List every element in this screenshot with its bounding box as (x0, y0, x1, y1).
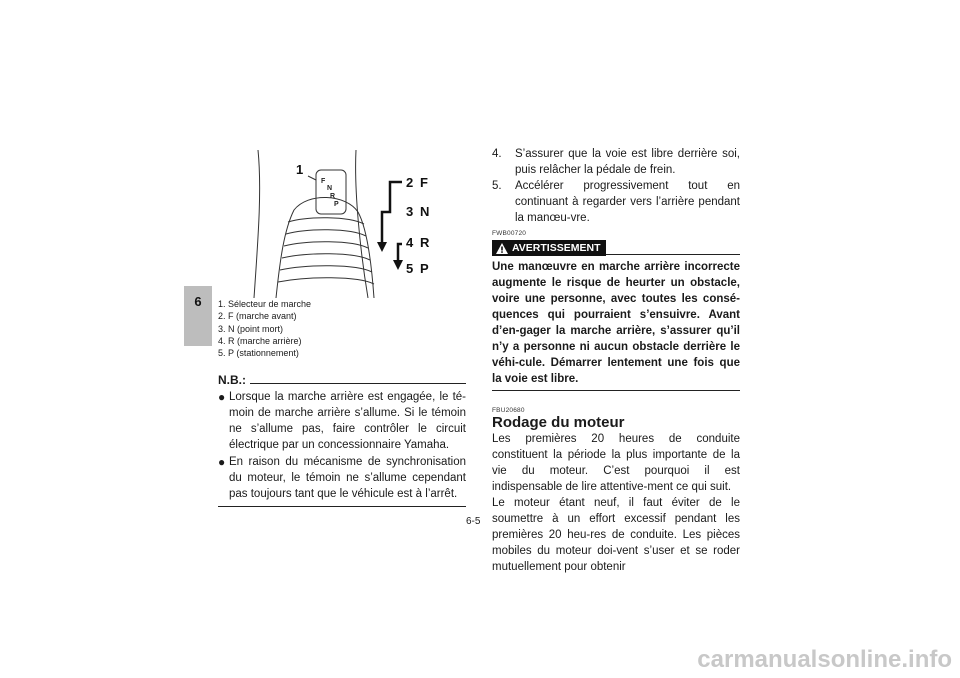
page-number: 6-5 (466, 516, 481, 527)
caption-item: 2. F (marche avant) (218, 311, 297, 322)
shift-lever-figure (218, 150, 464, 298)
callout-5: 5 (406, 261, 414, 276)
boot-fold-2 (286, 230, 366, 236)
note-rule (250, 383, 466, 384)
step-text: Accélérer progressivement tout en continuant à regarder vers l’arrière pendant la manœu-vre. (515, 180, 740, 224)
console-edge-right (356, 150, 368, 298)
warning-rule (606, 254, 740, 255)
note-item-text: Lorsque la marche arrière est engagée, le té-moin de marche arrière s’allume. Si le témoin ne s’allume pas, faire contrôler le circuit électrique par un concessionnaire Yamaha. (229, 391, 466, 451)
note-item (218, 454, 466, 502)
note-item (218, 389, 466, 453)
figure-caption (218, 298, 468, 359)
watermark: carmanualsonline.info (697, 646, 952, 673)
step-number: 4. (492, 148, 502, 160)
warning-code: FWB00720 (492, 230, 527, 237)
section-title: Rodage du moteur (492, 414, 625, 431)
note-title: N.B.: (218, 373, 246, 387)
boot-fold-3 (284, 242, 368, 248)
knob-letter-r: R (330, 193, 336, 200)
section-code: FBU20680 (492, 407, 525, 414)
warning-header (492, 240, 740, 256)
callout-3: 3 (406, 204, 414, 219)
console-edge-left (254, 150, 260, 298)
gate-arrow-p (393, 260, 403, 270)
warning-triangle-icon (496, 243, 508, 254)
boot-fold-6 (278, 278, 374, 284)
step-text: S’assurer que la voie est libre derrière soi, puis relâcher la pédale de frein. (515, 148, 740, 176)
caption-item: 5. P (stationnement) (218, 348, 299, 359)
gate-arrow-r (377, 242, 387, 252)
knob (316, 170, 346, 214)
warning-badge (492, 240, 606, 256)
caption-item: 3. N (point mort) (218, 323, 284, 334)
boot-fold-4 (282, 254, 370, 260)
knob-letter-f: F (321, 178, 326, 185)
step-number: 5. (492, 180, 502, 192)
step-item (492, 146, 740, 178)
note-item-text: En raison du mécanisme de synchronisation du moteur, le témoin ne s’allume cependant pas toujours tant que le véhicule est à l’arrêt. (229, 456, 466, 500)
caption-item: 4. R (marche arrière) (218, 335, 302, 346)
section-paragraph: Les premières 20 heures de conduite constituent la période la plus importante de la vie du moteur. C’est pourquoi il est indispensable de lire attentive-ment ce qui suit. (492, 433, 740, 493)
boot-outline (276, 197, 374, 298)
boot-fold-1 (288, 218, 364, 224)
note-box (218, 372, 466, 507)
callout-4: 4 (406, 235, 414, 250)
note-header (218, 372, 466, 388)
gate-label-n: N (420, 204, 430, 219)
warning-bottom-rule (492, 390, 740, 391)
boot-fold-5 (280, 266, 372, 272)
chapter-number: 6 (194, 294, 202, 309)
warning-text: Une manœuvre en marche arrière incorrecte augmente le risque de heurter un obstacle, voire une personne, avec toutes les consé-quences qui pourraient s’ensuivre. Avant d’en-gager la marche arrière, s’assurer qu’il n’y a personne ni aucun obstacle derrière le véhi-cule. Démarrer lentement une fois que la voie est libre. (492, 261, 740, 385)
gate-path-upper (382, 182, 402, 246)
bullet-icon: ● (218, 390, 226, 404)
gate-label-r: R (420, 235, 430, 250)
callout-2: 2 (406, 175, 414, 190)
bullet-icon: ● (218, 455, 226, 469)
step-item (492, 178, 740, 226)
knob-letter-p: P (334, 201, 339, 208)
note-bottom-rule (218, 506, 466, 507)
caption-item: 1. Sélecteur de marche (218, 299, 312, 309)
leader-line-1 (308, 176, 316, 180)
right-column (492, 146, 740, 575)
gate-label-p: P (420, 261, 429, 276)
warning-label: AVERTISSEMENT (512, 242, 601, 254)
callout-1: 1 (296, 162, 304, 177)
section-paragraph: Le moteur étant neuf, il faut éviter de le soumettre à un effort excessif pendant les premières 20 heu-res de conduite. Les pièces mobiles du moteur doi-vent s’user et se roder mutuellement pour obtenir (492, 497, 740, 573)
gate-label-f: F (420, 175, 428, 190)
knob-letter-n: N (327, 185, 333, 192)
chapter-tab (184, 286, 212, 346)
